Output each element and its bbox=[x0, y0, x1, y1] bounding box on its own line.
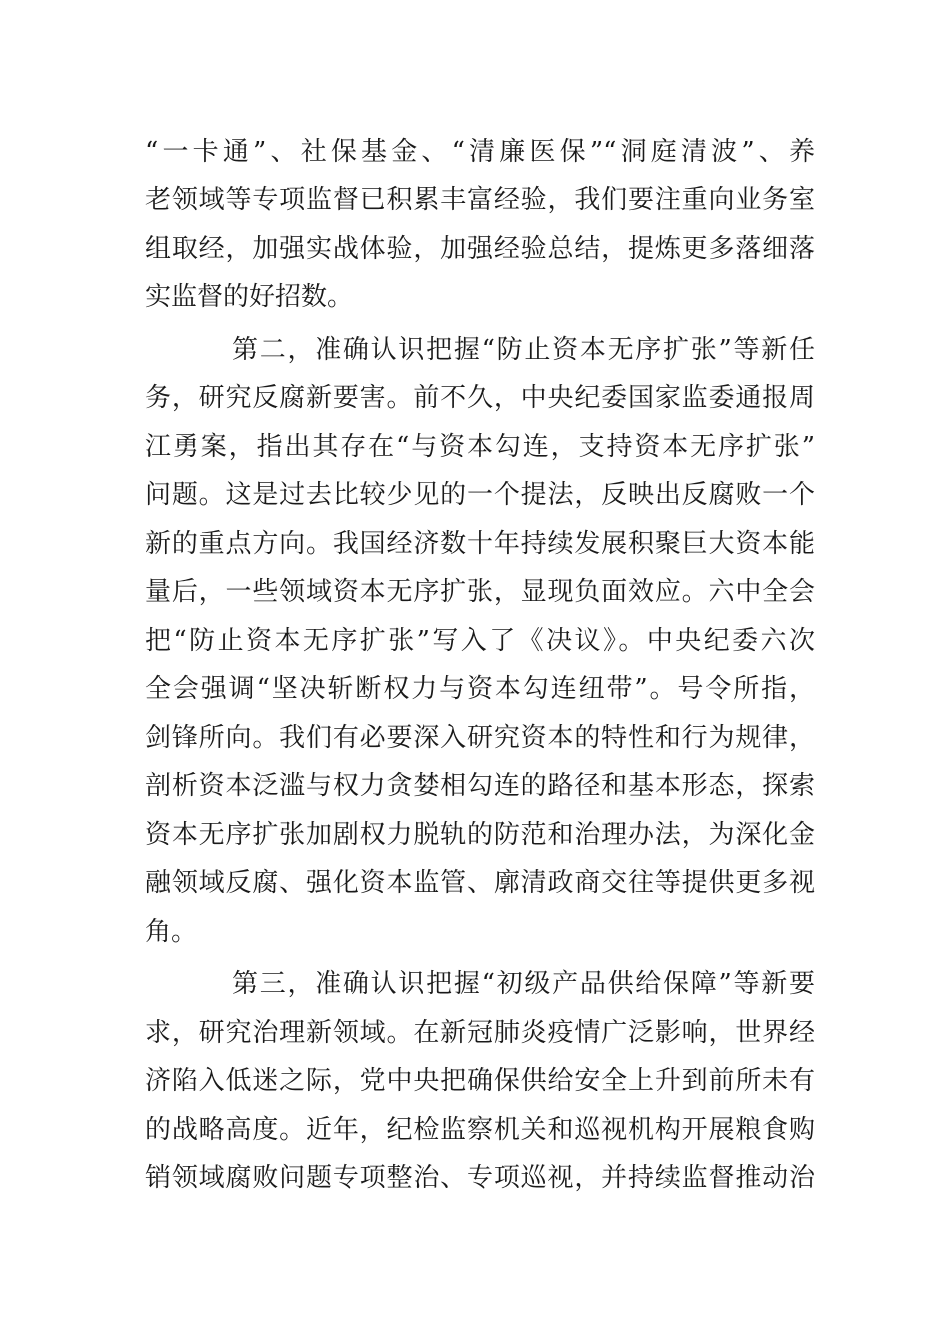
paragraph-3-first-line: 第三，准确认识把握“初级产品供给保障”等新要 bbox=[232, 969, 815, 999]
paragraph-2-first-line: 第二，准确认识把握“防止资本无序扩张”等新任 bbox=[232, 335, 815, 365]
text-line-3: 组取经，加强实战体验，加强经验总结，提炼更多落细落 bbox=[145, 234, 815, 264]
text-line-8: 问题。这是过去比较少见的一个提法，反映出反腐败一个 bbox=[145, 480, 815, 510]
text-line-11: 把“防止资本无序扩张”写入了《决议》。中央纪委六次 bbox=[145, 626, 815, 656]
text-line-6: 务，研究反腐新要害。前不久，中央纪委国家监委通报周 bbox=[145, 383, 815, 413]
text-line-15: 资本无序扩张加剧权力脱轨的防范和治理办法，为深化金 bbox=[145, 820, 815, 850]
text-line-22: 销领域腐败问题专项整治、专项巡视，并持续监督推动治 bbox=[145, 1163, 815, 1193]
text-line-2: 老领域等专项监督已积累丰富经验，我们要注重向业务室 bbox=[145, 185, 815, 215]
text-line-20: 济陷入低迷之际，党中央把确保供给安全上升到前所未有 bbox=[145, 1066, 815, 1096]
text-line-12: 全会强调“坚决斩断权力与资本勾连纽带”。号令所指， bbox=[145, 674, 815, 704]
text-line-4: 实监督的好招数。 bbox=[145, 282, 354, 312]
text-line-17: 角。 bbox=[145, 917, 198, 947]
text-line-13: 剑锋所向。我们有必要深入研究资本的特性和行为规律， bbox=[145, 723, 815, 753]
text-line-14: 剖析资本泛滥与权力贪婪相勾连的路径和基本形态，探索 bbox=[145, 771, 815, 801]
text-line-9: 新的重点方向。我国经济数十年持续发展积聚巨大资本能 bbox=[145, 529, 815, 559]
text-line-1: “一卡通”、社保基金、“清廉医保”“洞庭清波”、养 bbox=[145, 137, 815, 167]
text-line-19: 求，研究治理新领域。在新冠肺炎疫情广泛影响，世界经 bbox=[145, 1018, 815, 1048]
text-line-7: 江勇案，指出其存在“与资本勾连，支持资本无序扩张” bbox=[145, 432, 815, 462]
text-line-23 bbox=[145, 1207, 815, 1247]
text-line-21: 的战略高度。近年，纪检监察机关和巡视机构开展粮食购 bbox=[145, 1115, 815, 1145]
text-line-10: 量后，一些领域资本无序扩张，显现负面效应。六中全会 bbox=[145, 577, 815, 607]
text-line-16: 融领域反腐、强化资本监管、廓清政商交往等提供更多视 bbox=[145, 868, 815, 898]
